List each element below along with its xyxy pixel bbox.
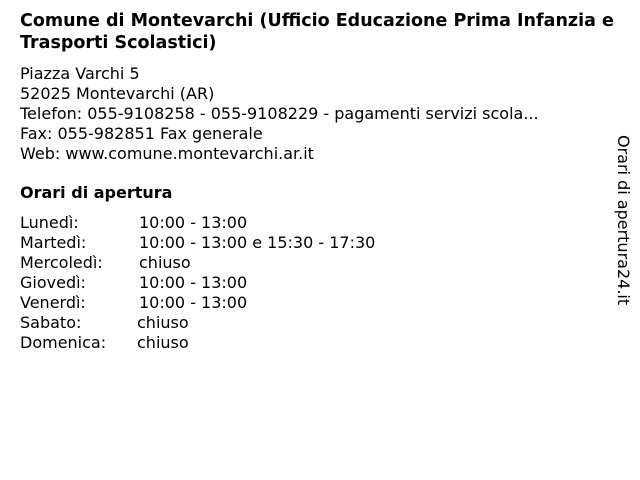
day-label: Giovedì: bbox=[20, 273, 86, 292]
day-hours: chiuso bbox=[137, 333, 189, 352]
web-line: Web: www.comune.montevarchi.ar.it bbox=[20, 144, 314, 163]
day-hours: chiuso bbox=[137, 313, 189, 332]
day-hours: chiuso bbox=[139, 253, 191, 272]
day-hours: 10:00 - 13:00 bbox=[139, 293, 248, 312]
phone-line: Telefon: 055-9108258 - 055-9108229 - pagamenti servizi scola... bbox=[20, 104, 539, 123]
day-label: Domenica: bbox=[20, 333, 107, 352]
watermark-text: Orari di apertura24.it bbox=[614, 135, 633, 306]
day-label: Mercoledì: bbox=[20, 253, 103, 272]
day-label: Martedì: bbox=[20, 233, 87, 252]
day-label: Sabato: bbox=[20, 313, 82, 332]
watermark-vertical bbox=[613, 135, 633, 311]
opening-hours-heading: Orari di apertura bbox=[20, 183, 173, 202]
day-label: Venerdì: bbox=[20, 293, 86, 312]
page-title: Comune di Montevarchi (Ufficio Educazione Prima Infanzia e Trasporti Scolastici) bbox=[20, 11, 614, 53]
street-address: Piazza Varchi 5 bbox=[20, 64, 140, 83]
day-hours: 10:00 - 13:00 bbox=[139, 273, 248, 292]
city-address: 52025 Montevarchi (AR) bbox=[20, 84, 215, 103]
address-block bbox=[20, 64, 539, 164]
day-hours: 10:00 - 13:00 bbox=[139, 213, 248, 232]
day-label: Lunedì: bbox=[20, 213, 79, 232]
fax-line: Fax: 055-982851 Fax generale bbox=[20, 124, 263, 143]
day-hours: 10:00 - 13:00 e 15:30 - 17:30 bbox=[139, 233, 376, 252]
